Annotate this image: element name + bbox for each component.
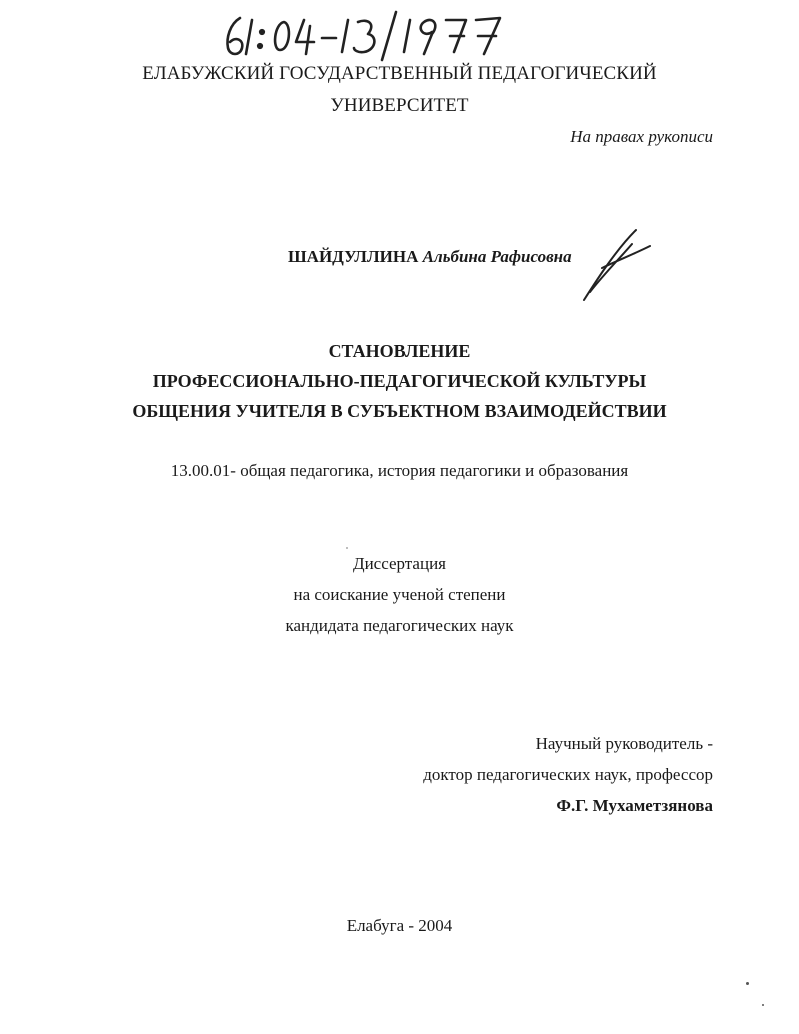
author-given-names: Альбина Рафисовна — [422, 247, 572, 266]
thesis-degree-line: на соискание ученой степени — [293, 585, 506, 604]
thesis-title-line-2: ПРОФЕССИОНАЛЬНО-ПЕДАГОГИЧЕСКОЙ КУЛЬТУРЫ — [152, 371, 647, 391]
manuscript-rights-note: На правах рукописи — [570, 127, 713, 146]
advisor-role: Научный руководитель - — [535, 734, 713, 753]
handwritten-catalog-code — [218, 8, 518, 64]
thesis-degree-field: кандидата педагогических наук — [285, 616, 514, 635]
thesis-title-line-3: ОБЩЕНИЯ УЧИТЕЛЯ В СУБЪЕКТНОМ ВЗАИМОДЕЙСТВИИ — [132, 401, 667, 421]
author-signature — [580, 228, 652, 304]
city-year: Елабуга - 2004 — [346, 916, 453, 935]
author-surname: ШАЙДУЛЛИНА — [288, 247, 419, 266]
university-name-line-2: УНИВЕРСИТЕТ — [330, 95, 469, 116]
thesis-type: Диссертация — [352, 554, 446, 573]
specialty-code: 13.00.01- общая педагогика, история педагогики и образования — [170, 461, 629, 480]
advisor-name: Ф.Г. Мухаметзянова — [556, 796, 713, 815]
scan-speck — [746, 982, 749, 985]
author-name — [288, 247, 572, 267]
thesis-title-line-1: СТАНОВЛЕНИЕ — [328, 341, 471, 361]
university-name-line-1: ЕЛАБУЖСКИЙ ГОСУДАРСТВЕННЫЙ ПЕДАГОГИЧЕСКИЙ — [142, 63, 657, 84]
scan-speck — [346, 547, 348, 549]
advisor-degree: доктор педагогических наук, профессор — [423, 765, 713, 784]
scan-speck — [762, 1004, 764, 1006]
